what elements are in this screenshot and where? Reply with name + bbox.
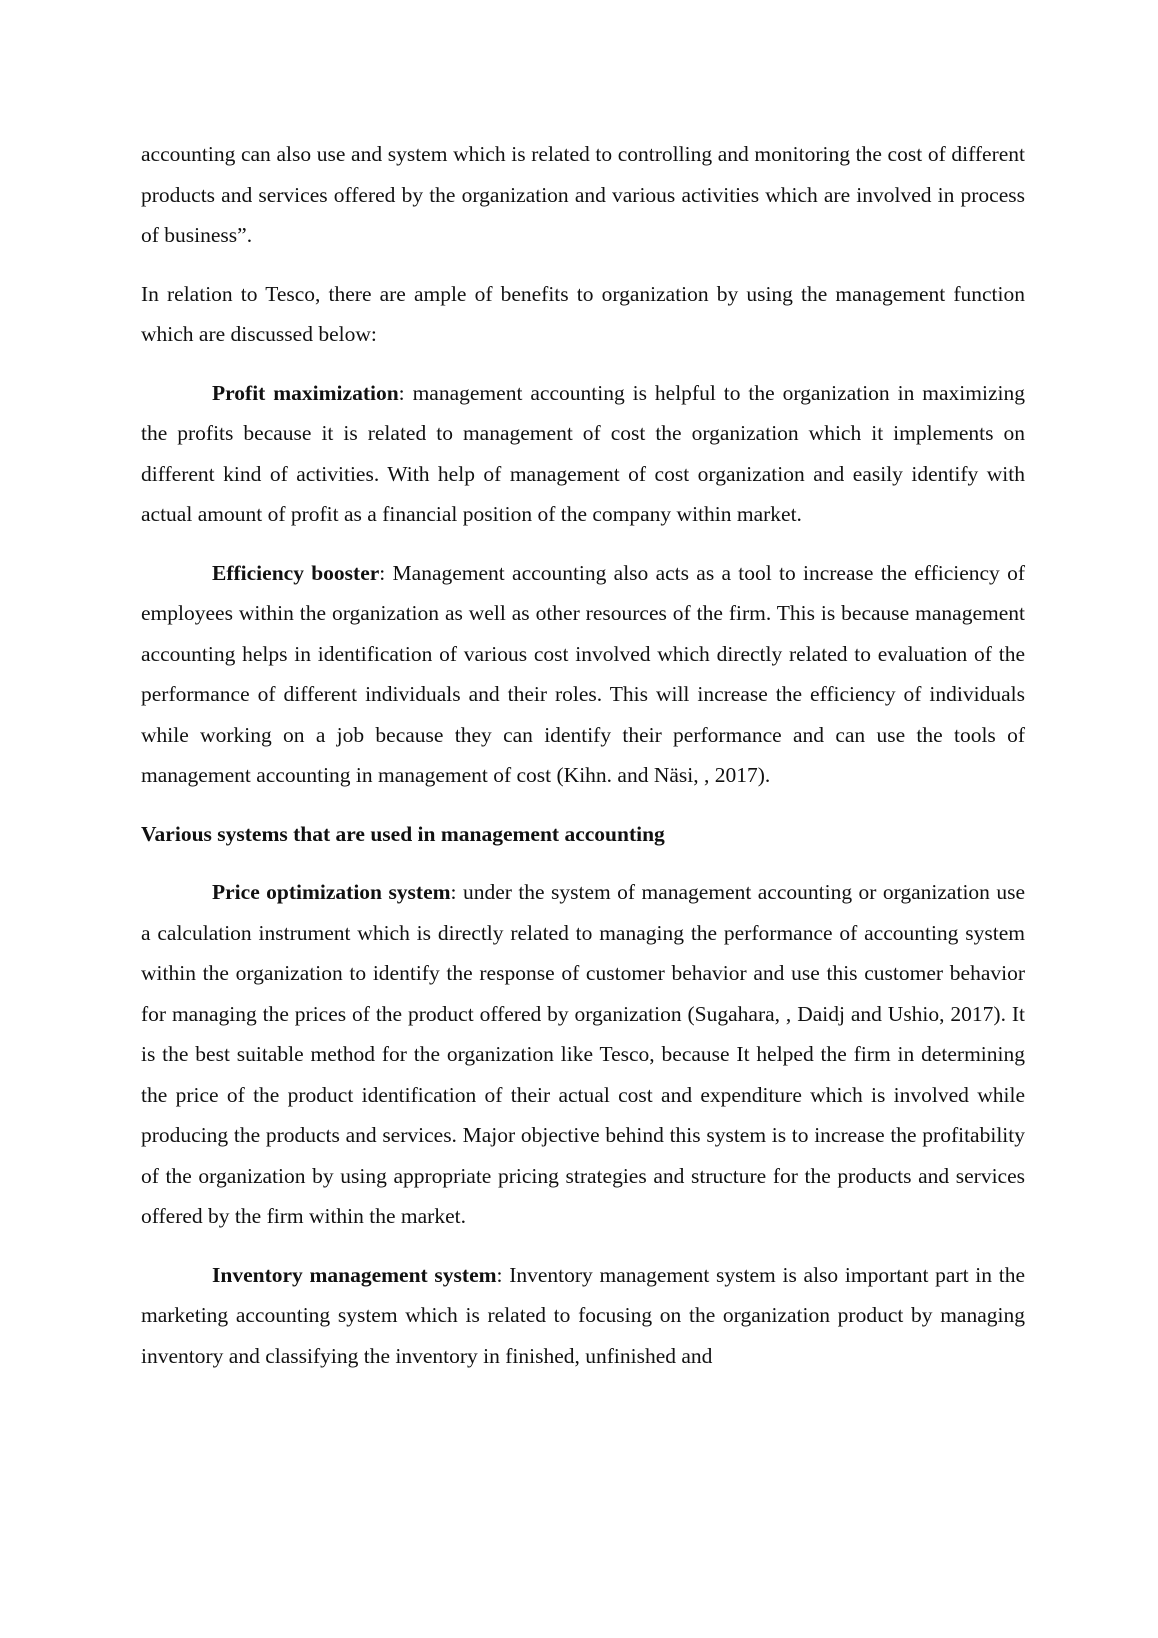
section-heading: Various systems that are used in management accounting xyxy=(141,821,665,846)
term-efficiency-booster: Efficiency booster xyxy=(212,560,380,585)
text-price-optimization: : under the system of management accounting or organization use a calculation instrument which is directly related to managing the performance of accounting system within the organization to identify the response of customer behavior and use this customer behavior for managing the prices of the product offered by organization (Sugahara, , Daidj and Ushio, 2017). It is the best suitable method for the organization like Tesco, because It helped the firm in determining the price of the product identification of their actual cost and expenditure which is involved while producing the products and services. Major objective behind this system is to increase the profitability of the organization by using appropriate pricing strategies and structure for the products and services offered by the firm within the market. xyxy=(141,880,1025,1228)
text-profit-maximization: : management accounting is helpful to the organization in maximizing the profits because it is related to management of cost the organization which it implements on different kind of activities. With help of management of cost organization and easily identify with actual amount of profit as a financial position of the company within market. xyxy=(141,380,1025,526)
paragraph-price-optimization xyxy=(141,872,1025,1237)
term-inventory-management: Inventory management system xyxy=(212,1262,497,1287)
term-profit-maximization: Profit maximization xyxy=(212,380,399,405)
text-efficiency-booster: : Management accounting also acts as a tool to increase the efficiency of employees within the organization as well as other resources of the firm. This is because management accounting helps in identification of various cost involved which directly related to evaluation of the performance of different individuals and their roles. This will increase the efficiency of individuals while working on a job because they can identify their performance and can use the tools of management accounting in management of cost (Kihn. and Näsi, , 2017). xyxy=(141,560,1025,787)
paragraph-profit-maximization xyxy=(141,373,1025,535)
text-inventory-management: : Inventory management system is also important part in the marketing accounting system which is related to focusing on the organization product by managing inventory and classifying the inventory in finished, unfinished and xyxy=(141,1262,1026,1368)
term-price-optimization: Price optimization system xyxy=(212,880,451,904)
document-body xyxy=(141,134,1025,1394)
paragraph-tesco-benefits: In relation to Tesco, there are ample of benefits to organization by using the management function which are discussed below: xyxy=(141,281,1025,346)
paragraph-intro-continuation: accounting can also use and system which is related to controlling and monitoring the cost of different products and services offered by the organization and various activities which are involved in process of business”. xyxy=(141,142,1025,247)
paragraph-efficiency-booster xyxy=(141,553,1025,796)
paragraph-inventory-management xyxy=(141,1255,1025,1377)
